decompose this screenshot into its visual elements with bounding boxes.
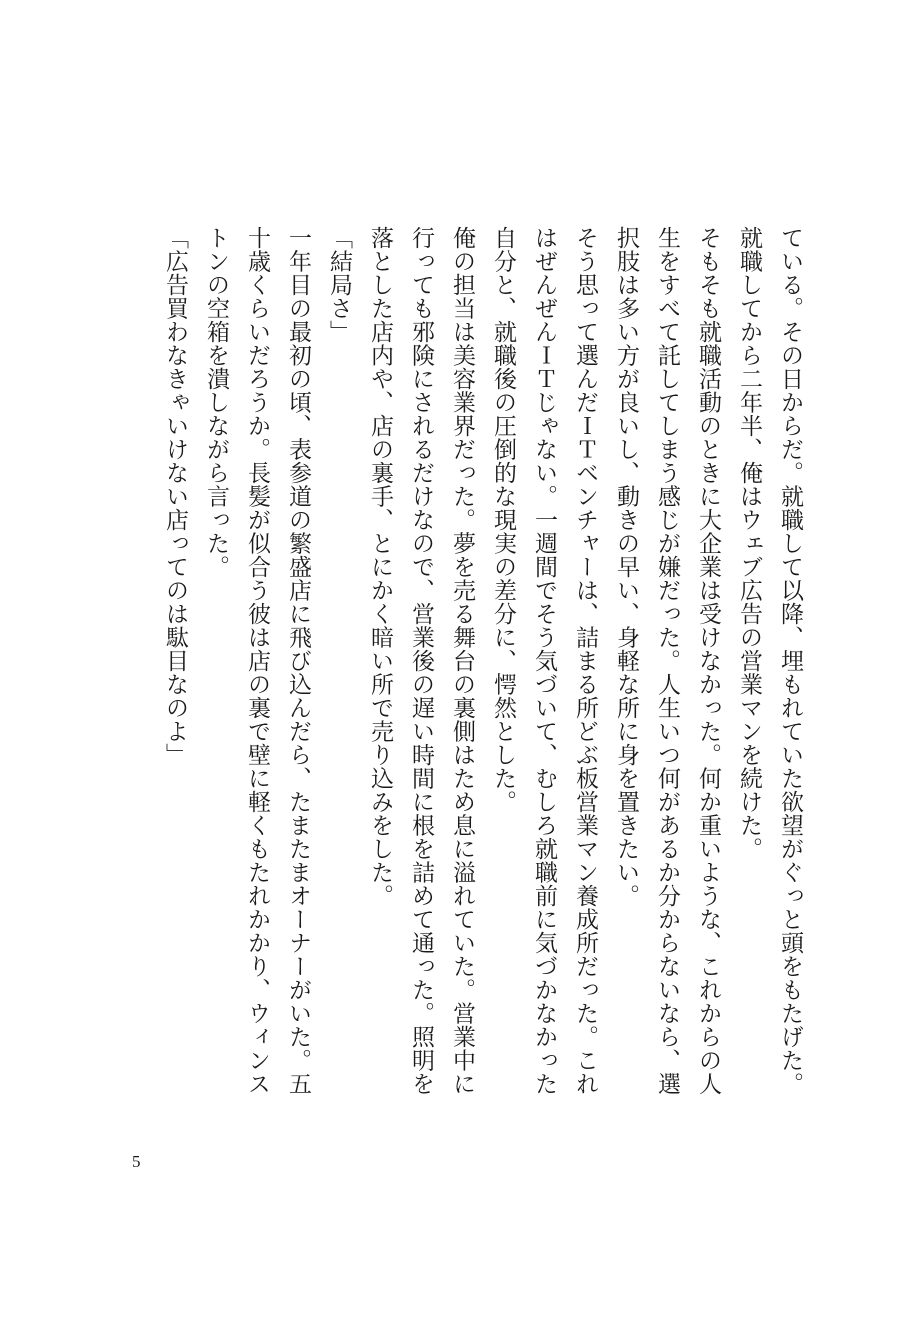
paragraph: そもそも就職活動のときに大企業は受けなかった。何か重いような、これからの人生をすべて託してしまう感じが嫌だった。人生いつ何があるか分からないなら、選択肢は多い方が良いし、動きの早い、身軽な所に身を置きたい。 [613,226,721,1096]
paragraph: 「結局さ」 [326,226,352,344]
page-number: 5 [132,1152,141,1171]
paragraph: 就職してから二年半、俺はウェブ広告の営業マンを続けた。 [736,226,762,861]
paragraph: そう思って選んだＩＴベンチャーは、詰まる所どぶ板営業マン養成所だった。これはぜんぜんＩＴじゃない。一週間でそう気づいて、むしろ就職前に気づかなかった自分と、就職後の圧倒的な現実の差分に、愕然とした。 [490,226,598,1096]
paragraph: ている。その日からだ。就職して以降、埋もれていた欲望がぐっと頭をもたげた。 [777,226,803,1096]
paragraph: 一年目の最初の頃、表参道の繁盛店に飛び込んだら、たまたまオーナーがいた。五十歳くらいだろうか。長髪が似合う彼は店の裏で壁に軽くもたれかかり、ウィンストンの空箱を潰しながら言った。 [203,226,311,1096]
paragraph: 俺の担当は美容業界だった。夢を売る舞台の裏側はため息に溢れていた。営業中に行っても邪険にされるだけなので、営業後の遅い時間に根を詰めて通った。照明を落とした店内や、店の裏手、とにかく暗い所で売り込みをした。 [367,226,475,1096]
paragraph: 「広告買わなきゃいけない店ってのは駄目なのよ」 [162,226,188,767]
vertical-text-body [150,226,810,1106]
